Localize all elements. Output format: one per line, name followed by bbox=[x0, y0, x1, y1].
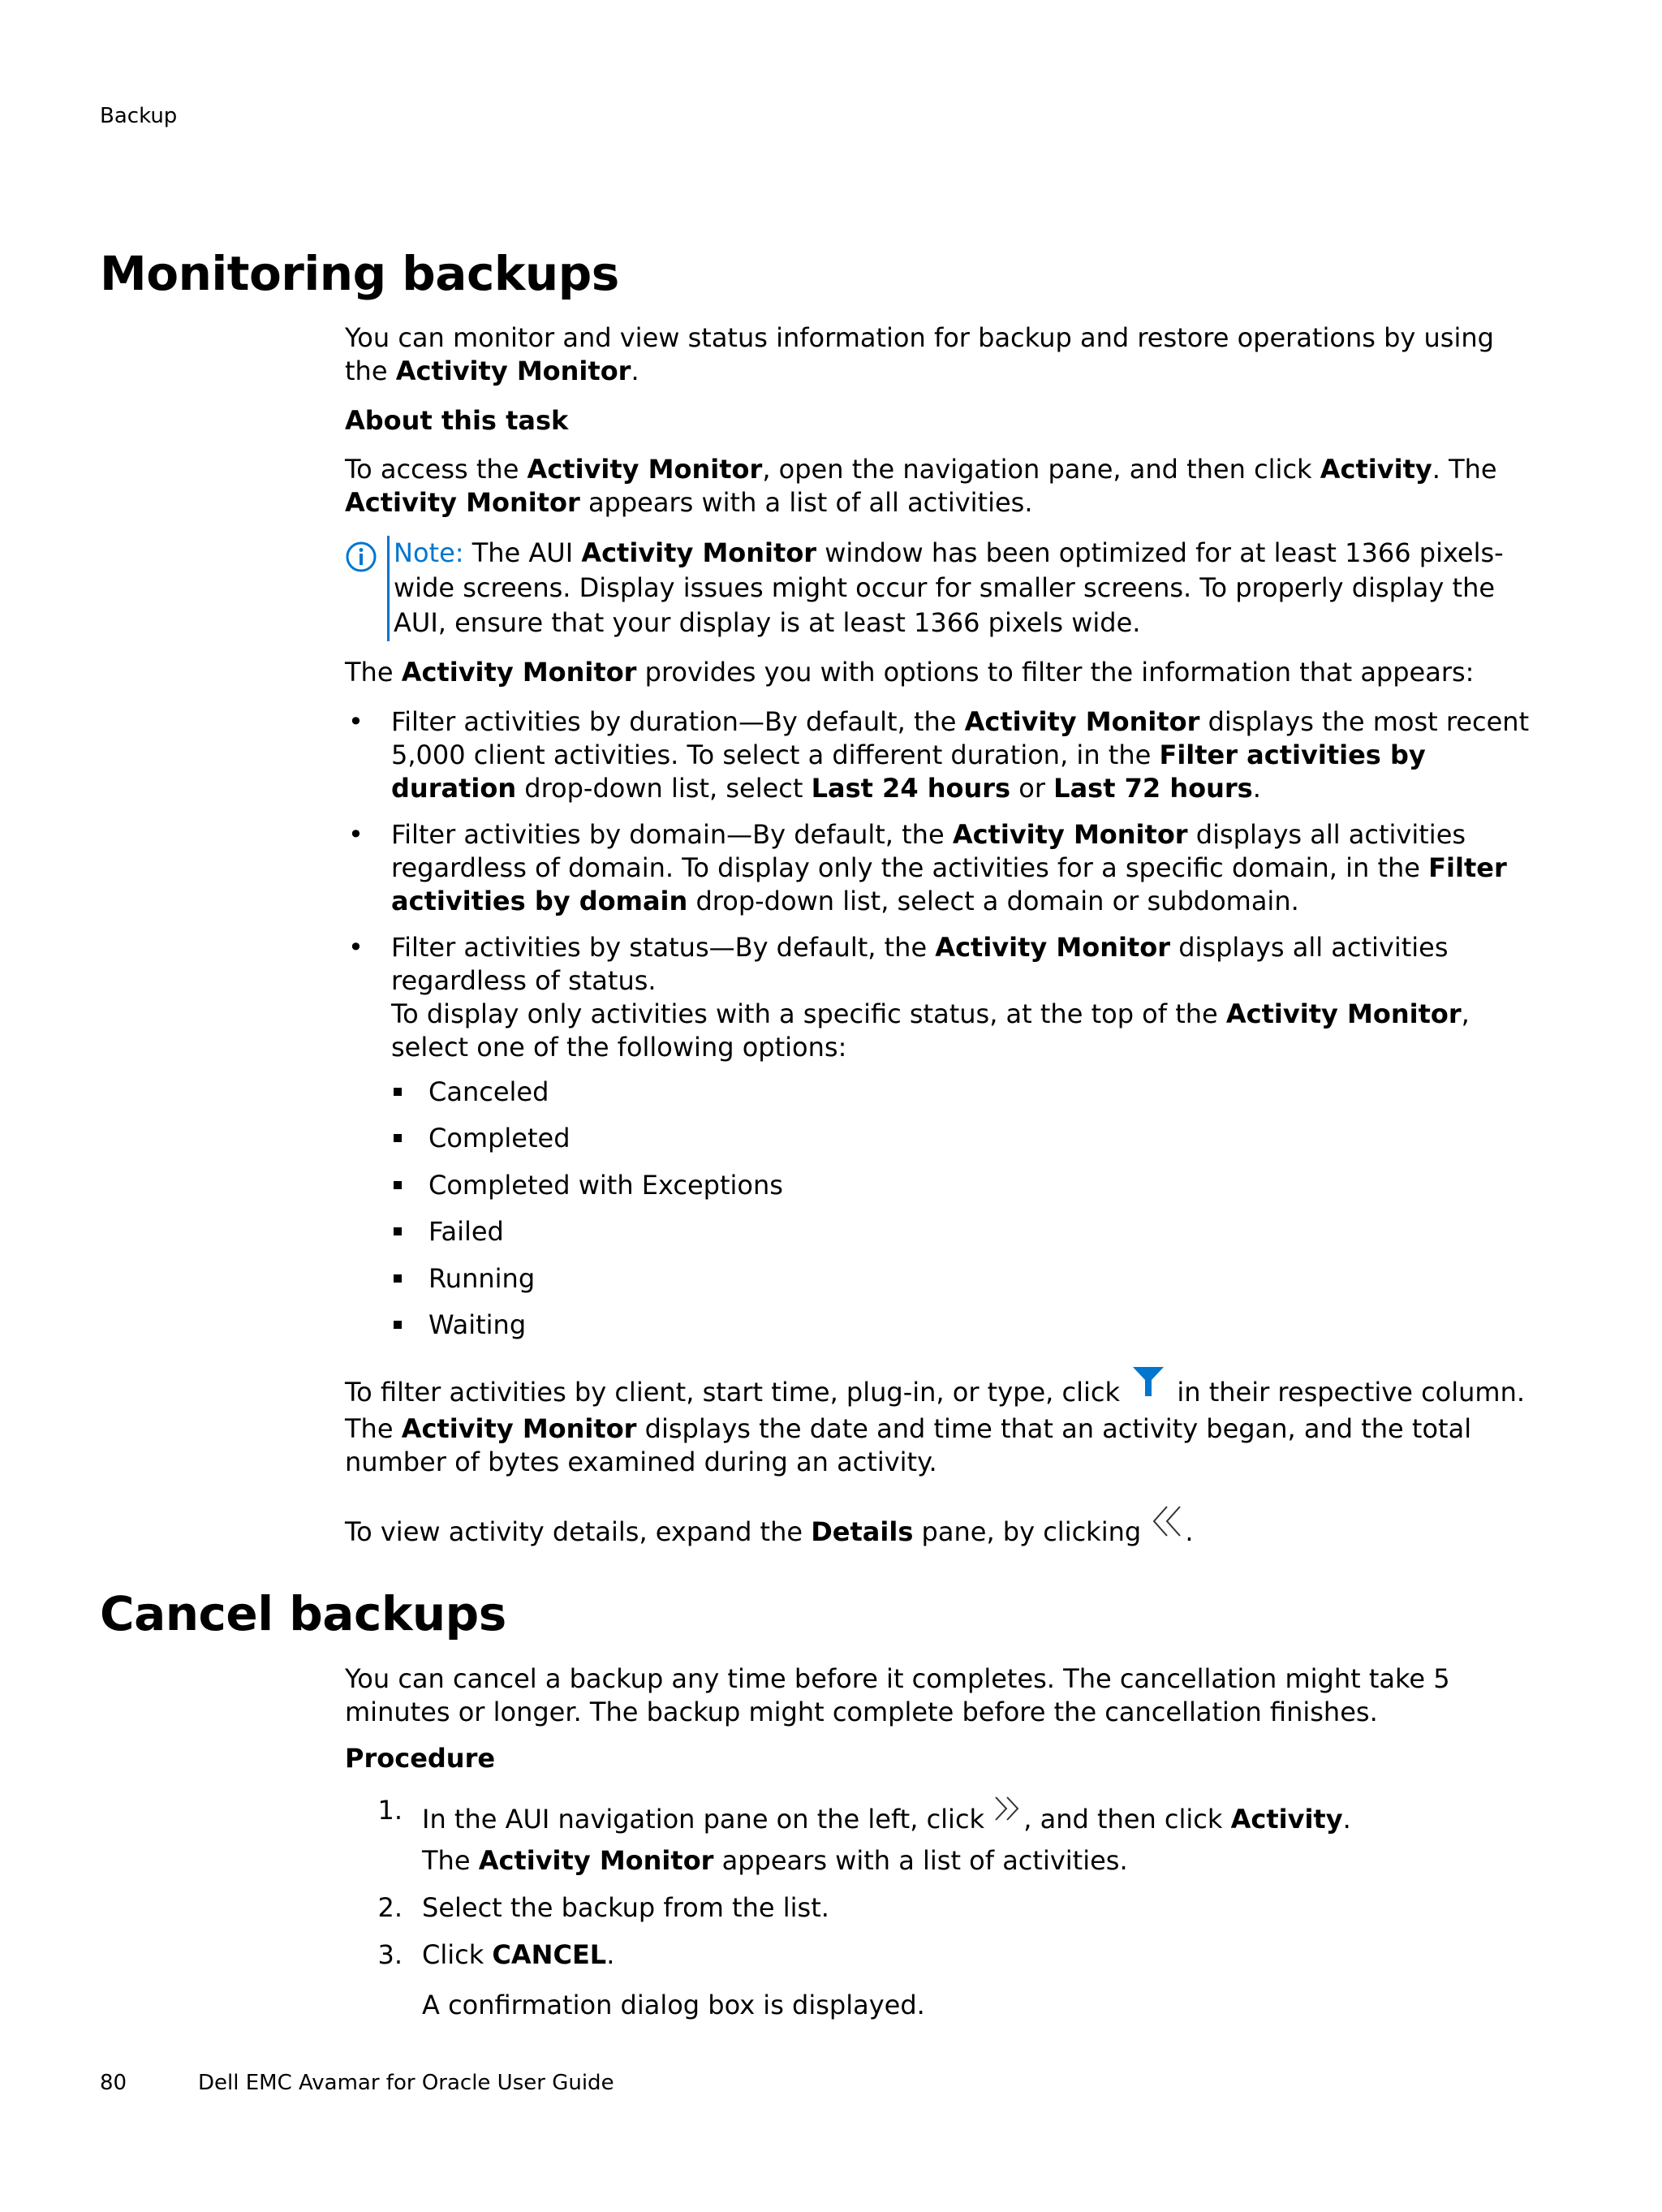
double-chevron-right-icon bbox=[992, 1794, 1023, 1823]
section-title-monitoring: Monitoring backups bbox=[100, 246, 619, 301]
monitoring-intro: You can monitor and view status information for backup and restore operations by using the Activity Monitor. bbox=[345, 322, 1494, 386]
note-label: Note: bbox=[394, 537, 464, 568]
about-task-heading: About this task bbox=[345, 405, 569, 436]
procedure-heading: Procedure bbox=[345, 1743, 496, 1774]
funnel-filter-icon bbox=[1131, 1365, 1165, 1398]
bullet-dot: • bbox=[348, 706, 364, 737]
section-title-cancel: Cancel backups bbox=[100, 1586, 506, 1641]
bullet-dot: • bbox=[348, 819, 364, 850]
note-accent-bar bbox=[387, 536, 390, 641]
footer-doc-title: Dell EMC Avamar for Oracle User Guide bbox=[198, 2071, 614, 2095]
filter-bullet-list-2 bbox=[345, 818, 1546, 918]
filter-bullet-list-3 bbox=[345, 931, 1546, 1064]
details-paragraph: To view activity details, expand the Details pane, by clicking . bbox=[345, 1503, 1538, 1549]
access-paragraph: To access the Activity Monitor, open the navigation pane, and then click Activity. The Activity Monitor appears with a list of all activities. bbox=[345, 454, 1497, 518]
square-bullet bbox=[394, 1134, 402, 1142]
double-chevron-left-icon bbox=[1149, 1503, 1185, 1539]
note-text: Note: The AUI Activity Monitor window has been optimized for at least 1366 pixels-wide screens. Display issues might occur for smaller screens. To properly display the AUI, ensure that your display is at least 1366 pixels wide. bbox=[394, 537, 1504, 638]
square-bullet bbox=[394, 1321, 402, 1329]
footer-page-number: 80 bbox=[100, 2071, 127, 2095]
date-paragraph: The Activity Monitor displays the date and time that an activity began, and the total number of bytes examined during an activity. bbox=[345, 1413, 1472, 1477]
filters-intro: The Activity Monitor provides you with options to filter the information that appears: bbox=[345, 657, 1475, 688]
square-bullet bbox=[394, 1227, 402, 1235]
bullet-filter-status: • Filter activities by status—By default, the Activity Monitor displays all activities regardless of status. To display only activities with a specific status, at the top of the Activity Monitor, select one of the following options: bbox=[348, 932, 1470, 1063]
filter-bullet-list bbox=[345, 705, 1546, 805]
bullet-filter-duration: • Filter activities by duration—By default, the Activity Monitor displays the most recent 5,000 client activities. To select a different duration, in the Filter activities by duration drop-down list, select Last 24 hours or Last 72 hours. bbox=[348, 706, 1530, 804]
bullet-dot: • bbox=[348, 932, 364, 963]
square-bullet bbox=[394, 1274, 402, 1283]
info-circle-icon bbox=[345, 541, 377, 573]
bullet-filter-domain: • Filter activities by domain—By default, the Activity Monitor displays all activities regardless of domain. To display only the activities for a specific domain, in the Filter activities by domain drop-down list, select a domain or subdomain. bbox=[348, 819, 1507, 916]
running-header: Backup bbox=[100, 104, 178, 128]
square-bullet bbox=[394, 1088, 402, 1096]
cancel-intro: You can cancel a backup any time before it completes. The cancellation might take 5 minutes or longer. The backup might complete before the cancellation finishes. bbox=[345, 1663, 1450, 1727]
column-filter-paragraph: To filter activities by client, start time, plug-in, or type, click in their respective column. bbox=[345, 1365, 1538, 1409]
square-bullet bbox=[394, 1181, 402, 1189]
